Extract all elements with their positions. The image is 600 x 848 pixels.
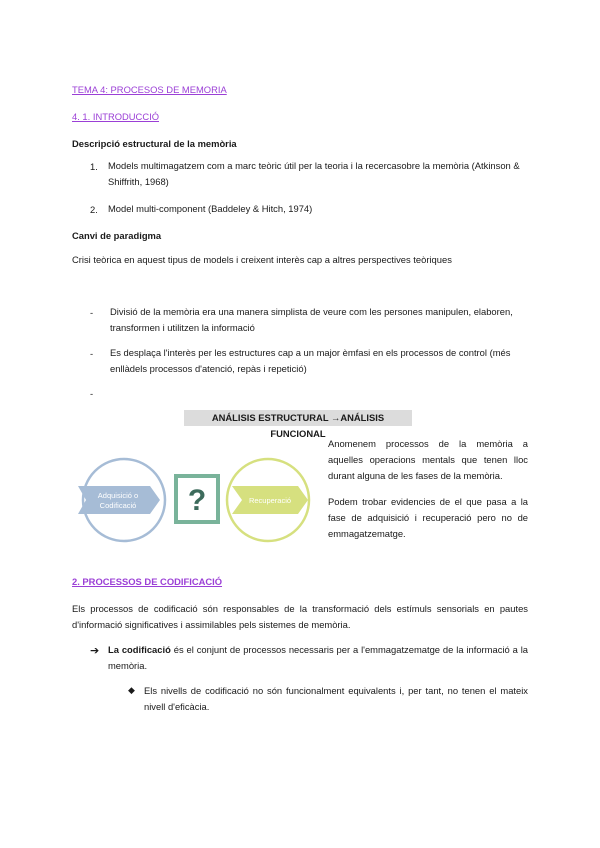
list-item: Model multi-component (Baddeley & Hitch, 1974) bbox=[108, 203, 313, 214]
diamond-item: Els nivells de codificació no són funcionalment equivalents i, per tant, no tenen el mateix nivell d'eficàcia. bbox=[144, 685, 528, 712]
list-item: Divisió de la memòria era una manera simplista de veure com les persones manipulen, elaboren, transformen i utilitzen la informació bbox=[110, 306, 513, 333]
diagram-svg bbox=[74, 452, 314, 552]
arrow-bullet-icon: ➔ bbox=[90, 645, 100, 657]
description-title: Descripció estructural de la memòria bbox=[72, 138, 237, 149]
dash-bullet: - bbox=[90, 388, 94, 399]
dash-bullet: - bbox=[90, 348, 94, 359]
left-label: Adquisició o Codificació bbox=[97, 491, 139, 510]
page-heading: TEMA 4: PROCESOS DE MEMORIA bbox=[72, 84, 227, 95]
paradigm-text: Crisi teòrica en aquest tipus de models i creixent interès cap a altres perspectives teòriques bbox=[72, 254, 452, 265]
section-1-title: 4. 1. INTRODUCCIÓ bbox=[72, 111, 159, 122]
side-text-2: Podem trobar evidencies de el que pasa a la fase de adquisició i recuperació pero no de emmagatzematge. bbox=[328, 496, 528, 539]
right-label: Recuperació bbox=[248, 496, 292, 505]
question-mark-icon: ? bbox=[187, 484, 207, 517]
list-number: 1. bbox=[90, 161, 98, 172]
arrow-item-bold: La codificació bbox=[108, 644, 171, 655]
paradigm-title: Canvi de paradigma bbox=[72, 230, 162, 241]
dash-bullet: - bbox=[90, 307, 94, 318]
side-text-1: Anomenem processos de la memòria a aquelles operacions mentals que tenen lloc durant alguna de les fases de la memòria. bbox=[328, 438, 528, 481]
diamond-bullet-icon: ◆ bbox=[128, 685, 135, 695]
structural-functional-bar: ANÁLISIS ESTRUCTURAL →ANÁLISIS FUNCIONAL bbox=[184, 410, 412, 426]
section-2-text: Els processos de codificació són responsables de la transformació dels estímuls sensorials en pautes d'informació significatives i assimilables pels sistemes de memòria. bbox=[72, 603, 528, 630]
list-item: Models multimagatzem com a marc teòric útil per la teoria i la recercasobre la memòria (Atkinson & Shiffrith, 1968) bbox=[108, 160, 520, 187]
list-number: 2. bbox=[90, 204, 98, 215]
process-diagram bbox=[74, 452, 314, 552]
arrow-item-text: és el conjunt de processos necessaris per a l'emmagatzematge de la informació a la memòria. bbox=[108, 644, 528, 671]
arrow-item bbox=[108, 642, 528, 674]
section-2-title: 2. PROCESSOS DE CODIFICACIÓ bbox=[72, 576, 223, 587]
list-item: Es desplaça l'interès per les estructures cap a un major èmfasi en els processos de control (més enllàdels processos d'atenció, repàs i repetició) bbox=[110, 347, 511, 374]
